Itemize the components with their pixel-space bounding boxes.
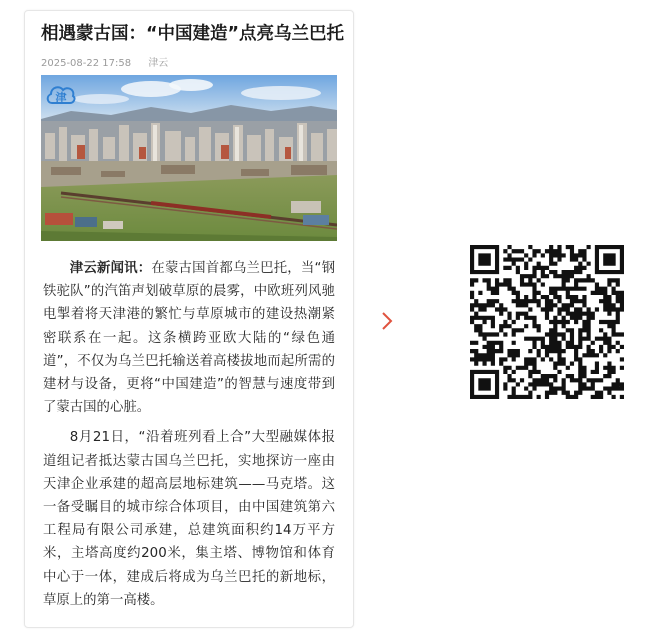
qr-code-icon bbox=[470, 245, 624, 399]
paragraph-2: 8月21日，“沿着班列看上合”大型融媒体报道组记者抵达蒙古国乌兰巴托，实地探访一座由天津企业承建的超高层地标建筑——马克塔。这一备受瞩目的城市综合体项目，由中国建筑第六工程局有限公司承建，总建筑面积约14万平方米，主塔高度约200米，集主塔、博物馆和体育中心于一体，建成后将成为乌兰巴托的新地标，草原上的第一高楼。 bbox=[43, 430, 335, 608]
chevron-right-icon[interactable] bbox=[379, 310, 395, 332]
city-panorama-image bbox=[41, 75, 337, 241]
article-title: 相遇蒙古国：“中国建造”点亮乌兰巴托 bbox=[41, 24, 345, 44]
svg-text:津: 津 bbox=[55, 91, 67, 104]
lead-label: 津云新闻讯： bbox=[69, 261, 152, 276]
publish-time: 2025-08-22 17:58 bbox=[41, 58, 132, 69]
source-name: 津云 bbox=[148, 58, 169, 69]
paragraph-1 bbox=[43, 257, 335, 419]
article-photo[interactable] bbox=[41, 75, 337, 241]
article-body bbox=[43, 257, 335, 619]
jinyun-logo-icon bbox=[46, 81, 76, 107]
article-meta bbox=[41, 54, 168, 69]
article-card[interactable] bbox=[24, 10, 354, 628]
paragraph-1-text: 在蒙古国首都乌兰巴托，当“钢铁驼队”的汽笛声划破草原的晨雾，中欧班列风驰电掣着将天津港的繁忙与草原城市的建设热潮紧密联系在一起。这条横跨亚欧大陆的“绿色通道”，不仅为乌兰巴托输送着高楼拔地而起所需的建材与设备，更将“中国建造”的智慧与速度带到了蒙古国的心脏。 bbox=[43, 261, 336, 416]
